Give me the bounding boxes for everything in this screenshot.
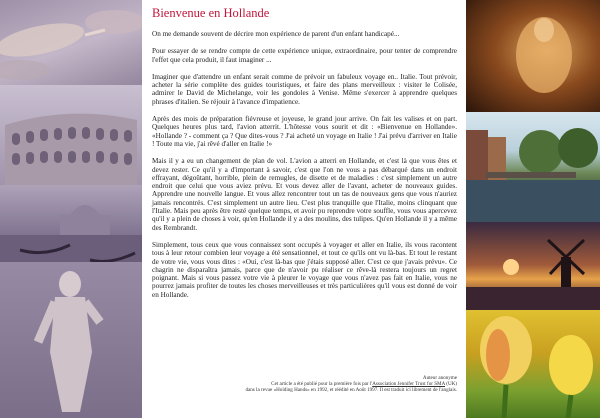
colosseum-image <box>0 85 142 195</box>
publication-text: Cet article a été publié pour la première fois par l' <box>271 381 373 388</box>
paragraph: Imaginer que d'attendre un enfant serait comme de prévoir un fabuleux voyage en.. Italie. Tout prévoir, acheter la série complète des guides touristiques, et faire des plans merveilleux : visiter le Colisée, admirer le David de Michelange, voir les gondoles à Venise. Même s'exercer à apprendre quelques phrases d'italien. Se réjouir à l'avance d'impatience. <box>152 72 457 106</box>
publication-suffix: (UK) <box>444 381 457 388</box>
david-statue-image <box>0 262 142 418</box>
windmill-sunset-image <box>466 222 600 317</box>
paragraph: Mais il y a eu un changement de plan de vol. L'avion a atterri en Hollande, et c'est là que vous êtes et devez rester. Ce qu'il y a d'important à savoir, c'est que l'on ne vous a pas débarqué dans un endroit effrayant, dégoûtant, horrible, plein de remugles, de disette et de maladies : c'est simplement un autre endroit que celui que vous aviez prévu. Et vous devez aller de l'avant, acheter de nouveaux guides. Apprendre une nouvelle langue. Et vous allez rencontrer tout un tas de nouveaux gens que vous n'auriez jamais rencontrés. C'est simplement un autre lieu. C'est plus tranquille que l'Italie, moins clinquant que l'Italie. Mais peu après être resté quelque temps, et avoir pu reprendre votre souffle, vous vous apercevez qu'il y a plein de choses à voir, qu'en Hollande il y a des moulins, des tulipes. Qu'en Hollande il y a même des Rembrandt. <box>152 157 457 232</box>
translation-line: dans la revue «Holding Hands» en 1992, et réédité en Août 1997. Il est traduit ici librement de l'anglais. <box>245 387 457 394</box>
amsterdam-canal-image <box>466 112 600 222</box>
paragraph: On me demande souvent de décrire mon expérience de parent d'un enfant handicapé... <box>152 30 400 38</box>
page-title: Bienvenue en Hollande <box>152 6 270 20</box>
rembrandt-painting-image <box>466 0 600 112</box>
paragraph: Après des mois de préparation fiévreuse et joyeuse, le grand jour arrive. On fait les valises et on part. Quelques heures plus tard, l'avion atterrit. L'hôtesse vous sourit et dit : «Bienvenue en Hollande». «Hollande ? - comment ça ? Que dites-vous ? J'ai acheté un voyage en Italie ! J'ai prévu d'arriver en Italie ! Toute ma vie, j'ai rêvé d'aller en Italie !» <box>152 115 457 148</box>
italy-image-column <box>0 0 142 418</box>
paragraph: Pour essayer de se rendre compte de cette expérience unique, extraordinaire, pour tenter de comprendre l'effet que cela produit, il faut imaginer ... <box>152 47 457 64</box>
venice-gondolas-image <box>0 185 142 270</box>
holland-image-column <box>466 0 600 418</box>
association-link[interactable]: Association Jennifer Trust for SMA <box>372 381 445 388</box>
tulips-image <box>466 310 600 418</box>
article <box>152 0 457 418</box>
paragraph: Simplement, tous ceux que vous connaissez sont occupés à voyager et aller en Italie, ils vous racontent tous à leur retour combien leur voyage a été sensationnel, et tout ce qu'ils ont vu là-bas. Et tout le restant de votre vie, vous vous dites : «Oui, c'est là-bas que j'étais supposé aller. C'est ce que j'avais prévu». Ce chagrin ne disparaîtra jamais, parce que de n'avoir pu réaliser ce rêve-là restera toujours un regret poignant. Mais si vous passez votre vie à pleurer le voyage que vous n'avez pas fait en Italie, vous ne pourrez jamais profiter de toutes les choses merveilleuses et très particulières qu'il vous est donné de voir en Hollande. <box>152 240 457 299</box>
credits <box>152 375 457 394</box>
author-line: Auteur anonyme <box>422 375 457 381</box>
creation-of-adam-image <box>0 0 142 95</box>
